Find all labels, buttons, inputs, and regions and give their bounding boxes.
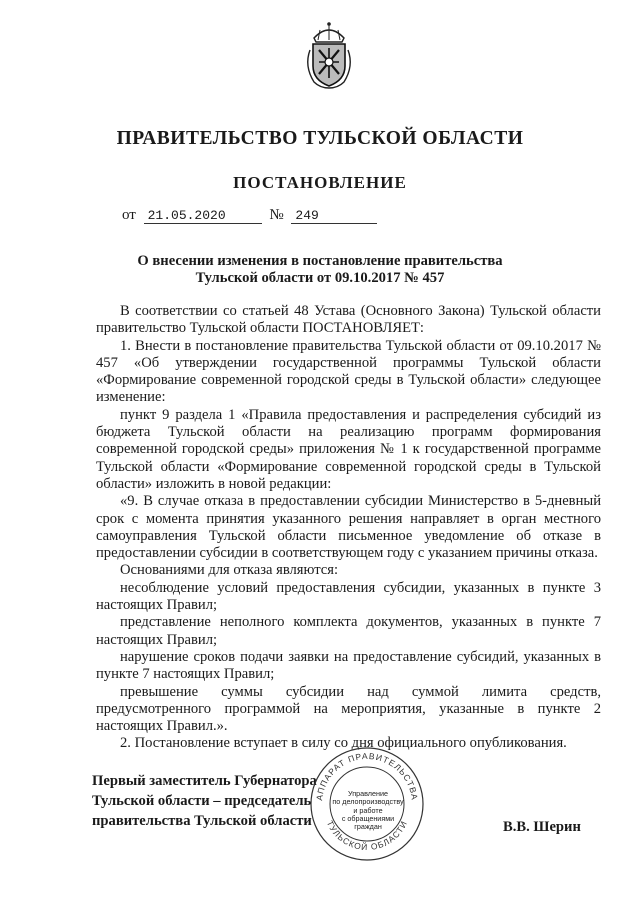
signatory-name: В.В. Шерин	[503, 819, 581, 835]
paragraph: пункт 9 раздела 1 «Правила предоставления и распределения субсидий из бюджета Тульской области на реализацию программ формирования современной городской среды» приложения № 1 к государственной программе Тульской области «Формирование современной городской среды в Тульской области» изложить в новой редакции:	[96, 406, 601, 492]
paragraph: 1. Внести в постановление правительства Тульской области от 09.10.2017 № 457 «Об утверждении государственной программы Тульской области «Формирование современной городской среды в Тульской области» следующее изменение:	[96, 337, 601, 406]
number-prefix: №	[269, 207, 284, 223]
paragraph: «9. В случае отказа в предоставлении субсидии Министерство в 5-дневный срок с момента принятия указанного решения направляет в орган местного самоуправления Тульской области письменное уведомление об отказе в предоставлении субсидии в соответствующем году с указанием причины отказа.	[96, 493, 601, 562]
paragraph: представление неполного комплекта документов, указанных в пункте 7 настоящих Правил;	[96, 614, 601, 648]
stamp-line: Управление	[348, 789, 388, 798]
paragraph: В соответствии со статьей 48 Устава (Основного Закона) Тульской области правительство Тульской области ПОСТАНОВЛЯЕТ:	[96, 303, 601, 337]
stamp-line: с обращениями	[341, 813, 395, 823]
stamp-center-text	[330, 790, 406, 831]
position-line: Первый заместитель Губернатора	[92, 773, 317, 789]
stamp-ring-bottom: ТУЛЬСКОЙ ОБЛАСТИ	[324, 818, 410, 853]
document-number: 249	[291, 208, 377, 224]
document-date: 21.05.2020	[144, 208, 262, 224]
tula-coat-of-arms-icon	[300, 20, 358, 90]
paragraph: нарушение сроков подачи заявки на предоставление субсидий, указанных в пункте 7 настоящих Правил;	[96, 648, 601, 683]
document-body	[96, 303, 601, 753]
subject-line: Тульской области от 09.10.2017 № 457	[195, 270, 445, 286]
paragraph: 2. Постановление вступает в силу со дня официального опубликования.	[120, 735, 567, 752]
stamp-line: по делопроизводству	[332, 797, 404, 807]
document-type: ПОСТАНОВЛЕНИЕ	[233, 173, 407, 192]
date-number-line	[122, 207, 377, 224]
stamp-line: и работе	[353, 805, 383, 815]
position-line: правительства Тульской области	[92, 813, 312, 829]
paragraph: несоблюдение условий предоставления субсидии, указанных в пункте 3 настоящих Правил;	[96, 579, 601, 614]
stamp-ring-top: АППАРАТ ПРАВИТЕЛЬСТВА	[314, 750, 420, 802]
position-line: Тульской области – председатель	[92, 793, 312, 809]
subject-line: О внесении изменения в постановление правительства	[137, 253, 503, 269]
government-title: ПРАВИТЕЛЬСТВО ТУЛЬСКОЙ ОБЛАСТИ	[116, 128, 524, 149]
signatory-position	[92, 771, 317, 831]
date-prefix: от	[122, 207, 136, 223]
paragraph: превышение суммы субсидии над суммой лимита средств, предусмотренного программой на мероприятия, указанные в пункте 2 настоящих Правил.».	[96, 683, 601, 735]
stamp-line: граждан	[354, 822, 382, 832]
paragraph: Основаниями для отказа являются:	[120, 562, 339, 579]
document-subject	[0, 253, 640, 287]
